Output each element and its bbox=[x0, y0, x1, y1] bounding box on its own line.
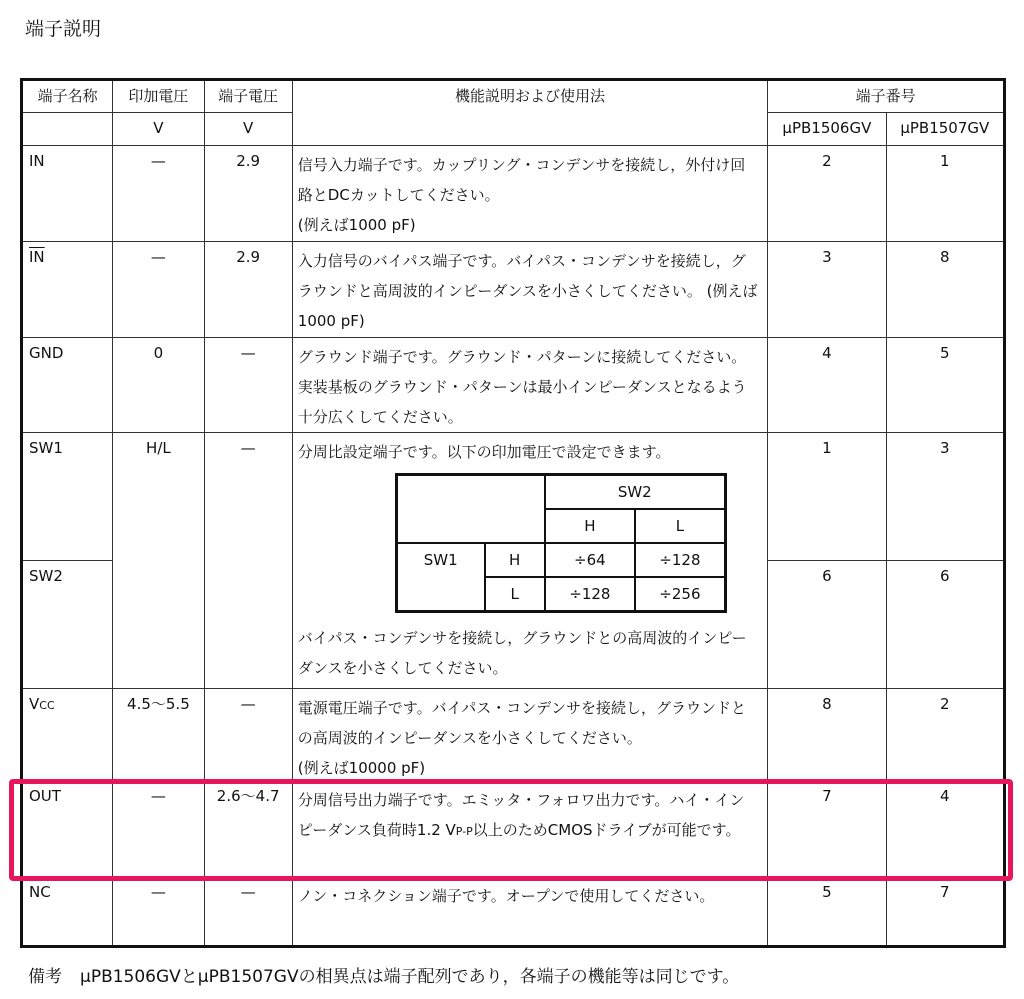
pin-number-b: 3 bbox=[886, 433, 1004, 561]
header-pin-voltage-unit: V bbox=[204, 113, 292, 146]
unit-main: V bbox=[445, 821, 456, 839]
table-row bbox=[22, 433, 1005, 561]
description-example: (例えば10000 pF) bbox=[297, 759, 426, 777]
pin-name-main: V bbox=[29, 695, 40, 713]
inner-cell: ÷64 bbox=[545, 543, 635, 577]
table-row bbox=[22, 242, 1005, 338]
footnote bbox=[28, 962, 739, 987]
header-part-a: μPB1506GV bbox=[768, 113, 886, 146]
pin-number-a: 3 bbox=[768, 242, 886, 338]
inner-row-l: L bbox=[485, 577, 545, 612]
pin-voltage: — bbox=[204, 689, 292, 781]
description-text: 信号入力端子です。カップリング・コンデンサを接続し，外付け回路とDCカットしてください。 bbox=[297, 156, 746, 204]
function-description bbox=[292, 781, 767, 877]
description-text bbox=[298, 785, 759, 847]
pin-name: OUT bbox=[22, 781, 113, 877]
pin-number-b: 4 bbox=[886, 781, 1004, 877]
inner-blank bbox=[396, 475, 544, 544]
pin-name-sub: CC bbox=[39, 699, 55, 712]
inner-h-header: H bbox=[545, 509, 635, 543]
pin-number-b: 1 bbox=[886, 146, 1004, 242]
footnote-text: μPB1506GVとμPB1507GVの相異点は端子配列であり，各端子の機能等は同じです。 bbox=[80, 967, 740, 987]
description-pre: 分周信号出力端子です。エミッタ・フォロワ出力です。ハイ・インピーダンス負荷時1.2 bbox=[297, 791, 745, 839]
description-example: (例えば1000 pF) bbox=[297, 216, 416, 234]
applied-voltage: 0 bbox=[113, 338, 204, 433]
applied-voltage: — bbox=[113, 242, 204, 338]
applied-voltage: — bbox=[113, 877, 204, 947]
header-applied-voltage: 印加電圧 bbox=[113, 80, 204, 113]
pin-name: SW1 bbox=[22, 433, 113, 561]
pin-number-b: 8 bbox=[886, 242, 1004, 338]
pin-number-b: 2 bbox=[886, 689, 1004, 781]
pin-number-a: 7 bbox=[768, 781, 886, 877]
pin-number-a: 1 bbox=[768, 433, 886, 561]
inner-cell: ÷128 bbox=[635, 543, 725, 577]
header-pin-voltage: 端子電圧 bbox=[204, 80, 292, 113]
pin-name bbox=[22, 242, 113, 338]
pin-voltage: 2.9 bbox=[204, 146, 292, 242]
pin-voltage: — bbox=[204, 877, 292, 947]
pin-voltage: 2.6〜4.7 bbox=[204, 781, 292, 877]
pin-name bbox=[22, 689, 113, 781]
pin-voltage: 2.9 bbox=[204, 242, 292, 338]
function-description bbox=[292, 242, 767, 338]
description-text: バイパス・コンデンサを接続し，グラウンドとの高周波的インピーダンスを小さくしてください。 bbox=[297, 629, 747, 677]
function-description bbox=[292, 338, 767, 433]
applied-voltage: — bbox=[113, 146, 204, 242]
pin-number-a: 8 bbox=[768, 689, 886, 781]
function-description bbox=[292, 146, 767, 242]
table-row bbox=[22, 781, 1005, 877]
description-text: ノン・コネクション端子です。オープンで使用してください。 bbox=[297, 887, 715, 905]
inner-row-h: H bbox=[485, 543, 545, 577]
inner-l-header: L bbox=[635, 509, 725, 543]
inner-sw2-header: SW2 bbox=[545, 475, 726, 510]
pin-voltage: — bbox=[204, 338, 292, 433]
header-pin-number: 端子番号 bbox=[768, 80, 1005, 113]
header-part-b: μPB1507GV bbox=[886, 113, 1004, 146]
applied-voltage: H/L bbox=[113, 433, 204, 689]
applied-voltage: — bbox=[113, 781, 204, 877]
table-row bbox=[22, 877, 1005, 947]
footnote-label: 備考 bbox=[28, 967, 62, 987]
header-name: 端子名称 bbox=[22, 80, 113, 113]
table-row bbox=[22, 338, 1005, 433]
pin-description-table bbox=[20, 78, 1006, 948]
applied-voltage: 4.5〜5.5 bbox=[113, 689, 204, 781]
pin-number-b: 7 bbox=[886, 877, 1004, 947]
pin-number-b: 6 bbox=[886, 561, 1004, 689]
pin-name: NC bbox=[22, 877, 113, 947]
pin-number-b: 5 bbox=[886, 338, 1004, 433]
inner-cell: ÷128 bbox=[545, 577, 635, 612]
pin-name: IN bbox=[22, 146, 113, 242]
unit-sub: P-P bbox=[455, 825, 473, 838]
table-row bbox=[22, 146, 1005, 242]
table-row bbox=[22, 689, 1005, 781]
description-post: 以上のためCMOSドライブが可能です。 bbox=[472, 821, 741, 839]
function-description bbox=[292, 689, 767, 781]
header-function: 機能説明および使用法 bbox=[292, 80, 767, 146]
pin-name-inverted: $\overline{IN}$ bbox=[29, 248, 45, 266]
pin-number-a: 6 bbox=[768, 561, 886, 689]
description-text: グラウンド端子です。グラウンド・パターンに接続してください。実装基板のグラウンド・パターンは最小インピーダンスとなるよう十分広くしてください。 bbox=[297, 348, 747, 426]
header-applied-unit: V bbox=[113, 113, 204, 146]
pin-voltage: — bbox=[204, 433, 292, 689]
function-description bbox=[292, 433, 767, 689]
description-text: 入力信号のバイパス端子です。バイパス・コンデンサを接続し，グラウンドと高周波的インピーダンスを小さくしてください。 (例えば1000 pF) bbox=[297, 252, 758, 330]
page-title: 端子説明 bbox=[25, 18, 102, 40]
function-description bbox=[292, 877, 767, 947]
pin-number-a: 2 bbox=[768, 146, 886, 242]
pin-name: GND bbox=[22, 338, 113, 433]
pin-name: SW2 bbox=[22, 561, 113, 689]
inner-sw1-header: SW1 bbox=[396, 543, 484, 612]
description-clip bbox=[298, 693, 759, 779]
division-ratio-table bbox=[395, 473, 727, 613]
description-text: 電源電圧端子です。バイパス・コンデンサを接続し，グラウンドとの高周波的インピーダンスを小さくしてください。 bbox=[297, 699, 747, 747]
description-text: 分周比設定端子です。以下の印加電圧で設定できます。 bbox=[297, 443, 671, 461]
header-name-blank bbox=[22, 113, 113, 146]
pin-number-a: 5 bbox=[768, 877, 886, 947]
inner-cell: ÷256 bbox=[635, 577, 725, 612]
pin-number-a: 4 bbox=[768, 338, 886, 433]
division-ratio-table-wrap bbox=[298, 467, 759, 623]
